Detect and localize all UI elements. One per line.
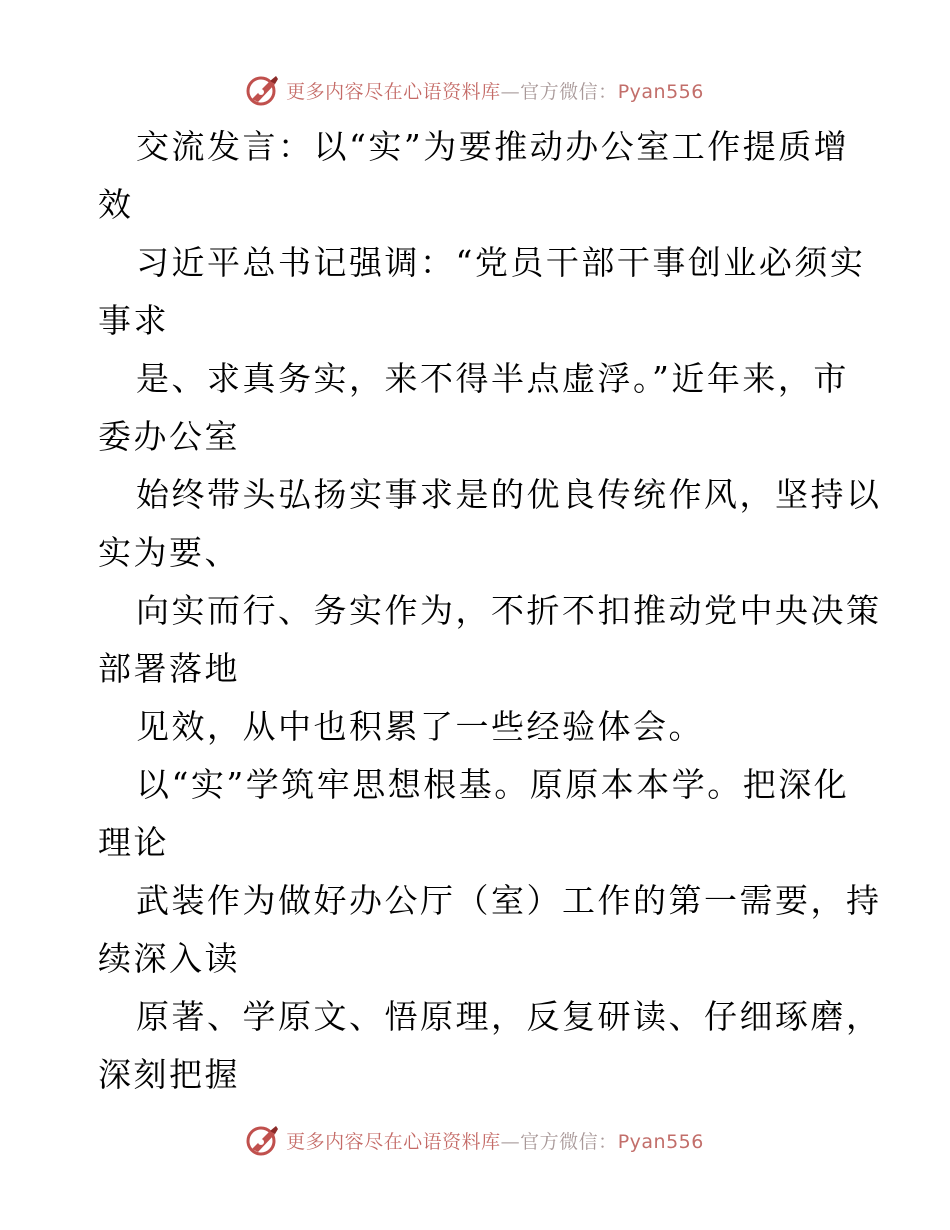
- document-body: [98, 118, 882, 1104]
- pen-logo-icon: [246, 73, 280, 107]
- banner-content: [246, 73, 704, 107]
- paragraph-line: 续深入读: [98, 939, 240, 978]
- banner-wechat-label: 官方微信：: [520, 1130, 618, 1153]
- banner-content: [246, 1123, 704, 1157]
- paragraph-line: 习近平总书记强调：“党员干部干事创业必须实: [136, 243, 866, 282]
- banner-site-text: 更多内容尽在心语资料库: [286, 1130, 501, 1153]
- footer-banner: [0, 1120, 950, 1160]
- paragraph-line: 深刻把握: [98, 1055, 240, 1094]
- document-title-line-2: 效: [98, 185, 134, 224]
- banner-text: [286, 1127, 704, 1154]
- pen-logo-icon: [246, 1123, 280, 1157]
- header-banner: [0, 70, 950, 110]
- banner-text: [286, 77, 704, 104]
- document-title-line-1: 交流发言：以“实”为要推动办公室工作提质增: [136, 127, 850, 166]
- banner-separator: —: [500, 1130, 521, 1153]
- paragraph-line: 理论: [98, 823, 169, 862]
- paragraph-line: 武装作为做好办公厅（室）工作的第一需要，持: [136, 881, 882, 920]
- paragraph-line: 始终带头弘扬实事求是的优良传统作风，坚持以: [136, 475, 882, 514]
- paragraph-line: 是、求真务实，来不得半点虚浮。”近年来，市: [136, 359, 849, 398]
- paragraph-line: 事求: [98, 301, 169, 340]
- paragraph-line: 委办公室: [98, 417, 240, 456]
- paragraph-line: 部署落地: [98, 649, 240, 688]
- paragraph-line: 实为要、: [98, 533, 240, 572]
- banner-separator: —: [500, 80, 521, 103]
- banner-wechat-id: Pyan556: [617, 80, 704, 103]
- banner-wechat-id: Pyan556: [617, 1130, 704, 1153]
- banner-site-text: 更多内容尽在心语资料库: [286, 80, 501, 103]
- banner-wechat-label: 官方微信：: [520, 80, 618, 103]
- paragraph-line: 向实而行、务实作为，不折不扣推动党中央决策: [136, 591, 882, 630]
- paragraph-line: 见效，从中也积累了一些经验体会。: [136, 707, 704, 746]
- paragraph-line: 以“实”学筑牢思想根基。原原本本学。把深化: [136, 765, 850, 804]
- paragraph-line: 原著、学原文、悟原理，反复研读、仔细琢磨，: [136, 997, 882, 1036]
